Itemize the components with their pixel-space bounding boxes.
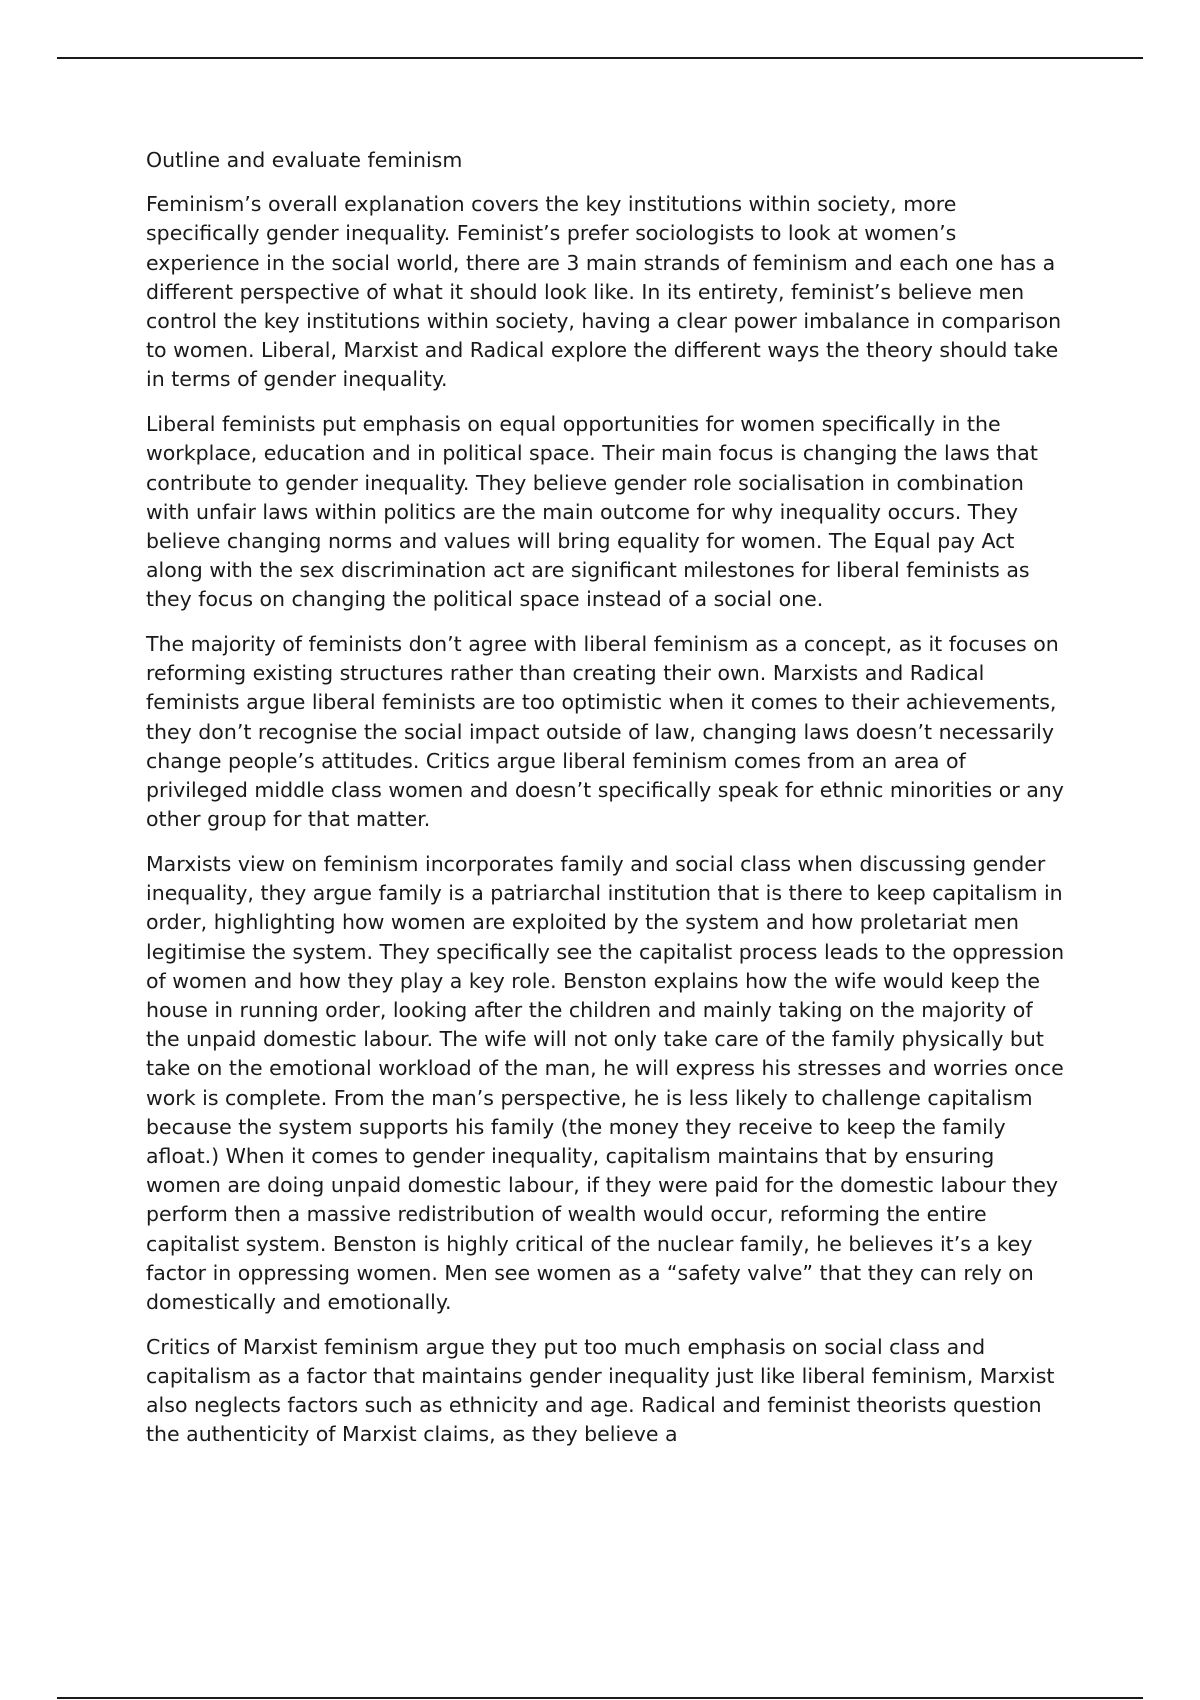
paragraph-marxist-feminism: Marxists view on feminism incorporates family and social class when discussing gender inequality, they argue family is a patriarchal institution that is there to keep capitalism in order, highlighting how women are exploited by the system and how proletariat men legitimise the system. They specifically see the capitalist process leads to the oppression of women and how they play a key role. Benston explains how the wife would keep the house in running order, looking after the children and mainly taking on the majority of the unpaid domestic labour. The wife will not only take care of the family physically but take on the emotional workload of the man, he will express his stresses and worries once work is complete. From the man’s perspective, he is less likely to challenge capitalism because the system supports his family (the money they receive to keep the family afloat.) When it comes to gender inequality, capitalism maintains that by ensuring women are doing unpaid domestic labour, if they were paid for the domestic labour they perform then a massive redistribution of wealth would occur, reforming the entire capitalist system. Benston is highly critical of the nuclear family, he believes it’s a key factor in oppressing women. Men see women as a “safety valve” that they can rely on domestically and emotionally. <box>146 851 1065 1315</box>
document-body <box>146 146 1066 1465</box>
paragraph-marxist-critique: Critics of Marxist feminism argue they put too much emphasis on social class and capitalism as a factor that maintains gender inequality just like liberal feminism, Marxist also neglects factors such as ethnicity and age. Radical and feminist theorists question the authenticity of Marxist claims, as they believe a <box>146 1334 1055 1447</box>
footer-rule <box>57 1697 1143 1699</box>
paragraph-liberal-critique: The majority of feminists don’t agree with liberal feminism as a concept, as it focuses on reforming existing structures rather than creating their own. Marxists and Radical feminists argue liberal feminists are too optimistic when it comes to their achievements, they don’t recognise the social impact outside of law, changing laws doesn’t necessarily change people’s attitudes. Critics argue liberal feminism comes from an area of privileged middle class women and doesn’t specifically speak for ethnic minorities or any other group for that matter. <box>146 632 1064 832</box>
document-title: Outline and evaluate feminism <box>146 148 463 172</box>
paragraph-liberal-feminism: Liberal feminists put emphasis on equal opportunities for women specifically in the workplace, education and in political space. Their main focus is changing the laws that contribute to gender inequality. They believe gender role socialisation in combination with unfair laws within politics are the main outcome for why inequality occurs. They believe changing norms and values will bring equality for women. The Equal pay Act along with the sex discrimination act are significant milestones for liberal feminists as they focus on changing the political space instead of a social one. <box>146 412 1038 612</box>
paragraph-intro: Feminism’s overall explanation covers the key institutions within society, more specifically gender inequality. Feminist’s prefer sociologists to look at women’s experience in the social world, there are 3 main strands of feminism and each one has a different perspective of what it should look like. In its entirety, feminist’s believe men control the key institutions within society, having a clear power imbalance in comparison to women. Liberal, Marxist and Radical explore the different ways the theory should take in terms of gender inequality. <box>146 192 1062 392</box>
header-rule <box>57 57 1143 59</box>
